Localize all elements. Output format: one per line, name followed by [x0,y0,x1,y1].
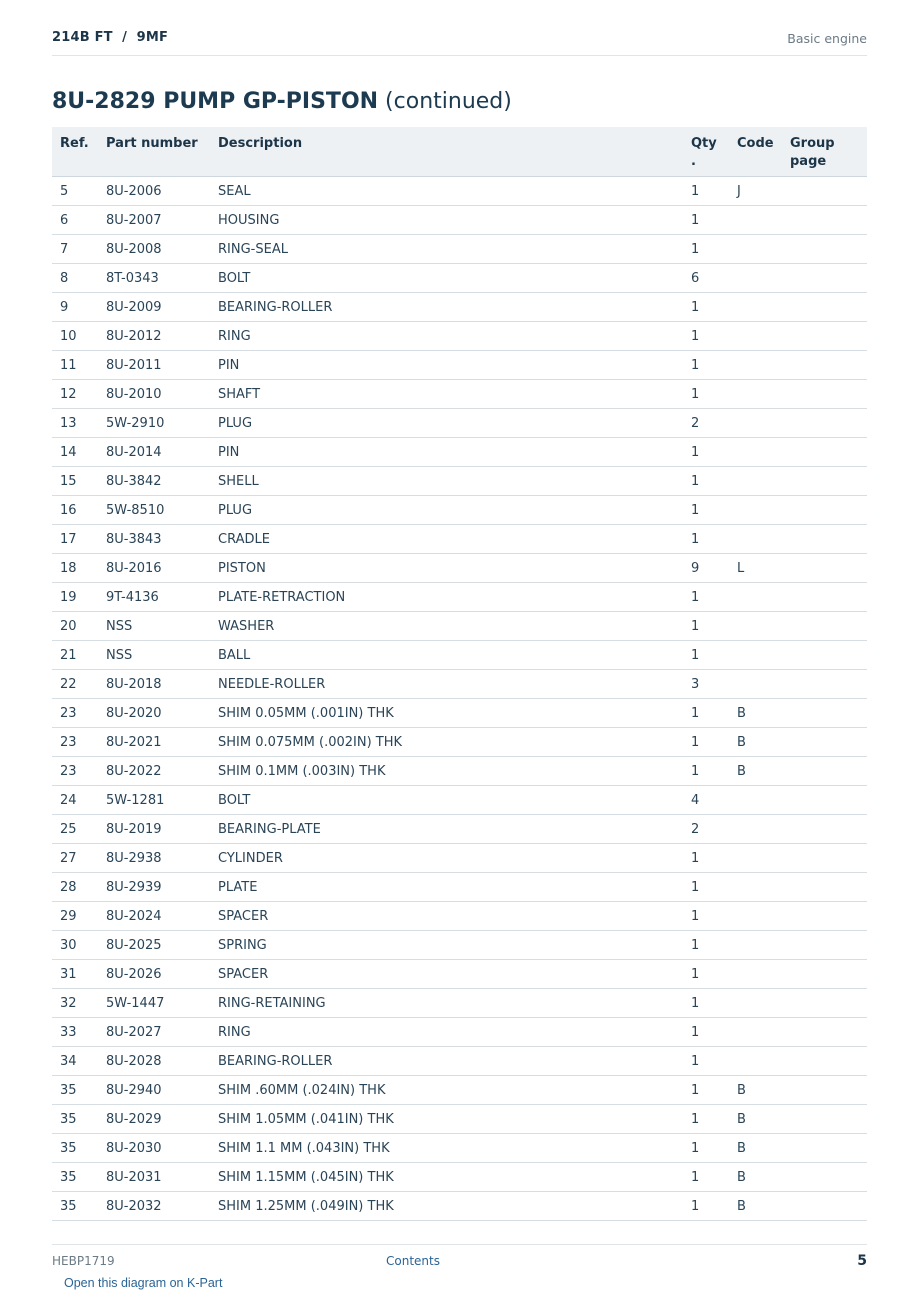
cell-part-number: 8U-2019 [106,822,162,837]
cell-description: BEARING-ROLLER [218,300,333,315]
table-row [52,728,867,757]
cell-code [737,960,790,988]
cell-group-page [790,293,867,321]
cell-ref: 28 [60,880,77,895]
cell-qty: 1 [691,1141,700,1156]
cell-qty: 1 [691,445,700,460]
cell-group-page [790,496,867,524]
cell-qty: 1 [691,938,700,953]
cell-part-number: 8U-2006 [106,184,162,199]
cell-group-page [790,554,867,582]
cell-part-number: 8U-2021 [106,735,162,750]
table-row [52,322,867,351]
cell-description: SHIM 1.15MM (.045IN) THK [218,1170,394,1185]
table-row [52,1047,867,1076]
cell-code: B [737,706,746,721]
cell-description: SPACER [218,909,269,924]
cell-code [737,525,790,553]
table-row [52,293,867,322]
cell-group-page [790,641,867,669]
cell-ref: 8 [60,271,69,286]
cell-qty: 3 [691,677,700,692]
cell-description: SHIM 0.05MM (.001IN) THK [218,706,394,721]
cell-code [737,380,790,408]
cell-description: SPACER [218,967,269,982]
cell-group-page [790,322,867,350]
cell-qty: 1 [691,242,700,257]
cell-description: BOLT [218,271,251,286]
cell-ref: 23 [60,706,77,721]
cell-ref: 29 [60,909,77,924]
cell-part-number: 5W-8510 [106,503,165,518]
cell-group-page [790,931,867,959]
cell-description: SPRING [218,938,267,953]
table-body [52,177,867,1221]
cell-description: RING-SEAL [218,242,288,257]
cell-part-number: 8U-2020 [106,706,162,721]
cell-ref: 35 [60,1170,77,1185]
table-row [52,177,867,206]
page-number: 5 [857,1253,867,1269]
col-part-number-header: Part number [106,136,198,151]
col-code-header: Code [737,136,774,151]
cell-part-number: 8U-2010 [106,387,162,402]
cell-qty: 2 [691,416,700,431]
cell-qty: 4 [691,793,700,808]
cell-ref: 10 [60,329,77,344]
cell-description: NEEDLE-ROLLER [218,677,326,692]
table-row [52,960,867,989]
table-row [52,351,867,380]
cell-part-number: 8U-2018 [106,677,162,692]
cell-code [737,815,790,843]
table-row [52,206,867,235]
cell-part-number: 5W-1447 [106,996,165,1011]
table-row [52,467,867,496]
cell-part-number: 8T-0343 [106,271,159,286]
doc-id: HEBP1719 [52,1254,115,1268]
cell-part-number: 8U-2008 [106,242,162,257]
cell-code: J [737,184,741,199]
cell-description: RING [218,1025,251,1040]
cell-group-page [790,264,867,292]
cell-code: B [737,1141,746,1156]
cell-qty: 6 [691,271,700,286]
cell-part-number: 8U-3842 [106,474,162,489]
table-row [52,380,867,409]
cell-ref: 30 [60,938,77,953]
cell-part-number: 8U-2014 [106,445,162,460]
col-description-header: Description [218,136,303,151]
cell-description: SHIM 0.1MM (.003IN) THK [218,764,386,779]
cell-code [737,583,790,611]
cell-ref: 32 [60,996,77,1011]
cell-part-number: 8U-2012 [106,329,162,344]
cell-part-number: 8U-2032 [106,1199,162,1214]
cell-code [737,902,790,930]
cell-qty: 1 [691,300,700,315]
table-row [52,235,867,264]
cell-group-page [790,583,867,611]
cell-code [737,1018,790,1046]
table-row [52,1192,867,1221]
cell-code [737,409,790,437]
cell-description: RING-RETAINING [218,996,326,1011]
col-ref-header: Ref. [60,136,89,151]
cell-code [737,235,790,263]
cell-part-number: 8U-2940 [106,1083,162,1098]
cell-description: BEARING-PLATE [218,822,321,837]
cell-code [737,206,790,234]
cell-ref: 35 [60,1112,77,1127]
cell-qty: 1 [691,851,700,866]
cell-code [737,873,790,901]
cell-code [737,293,790,321]
cell-description: BALL [218,648,251,663]
cell-description: SHIM .60MM (.024IN) THK [218,1083,386,1098]
table-row [52,1076,867,1105]
cell-group-page [790,844,867,872]
cell-part-number: 8U-2026 [106,967,162,982]
table-row [52,612,867,641]
cell-description: PLATE-RETRACTION [218,590,346,605]
cell-code [737,641,790,669]
table-row [52,1018,867,1047]
cell-group-page [790,1076,867,1104]
cell-part-number: 8U-2007 [106,213,162,228]
cell-description: PLUG [218,416,253,431]
cell-ref: 19 [60,590,77,605]
table-row [52,583,867,612]
cell-code [737,670,790,698]
cell-part-number: 5W-1281 [106,793,165,808]
cell-ref: 9 [60,300,69,315]
cell-qty: 1 [691,1025,700,1040]
cell-part-number: 8U-2939 [106,880,162,895]
cell-ref: 14 [60,445,77,460]
table-row [52,554,867,583]
cell-group-page [790,206,867,234]
table-row [52,641,867,670]
title-main: 8U-2829 PUMP GP-PISTON [52,89,379,114]
cell-code [737,467,790,495]
table-header [52,127,867,177]
cell-code: L [737,561,745,576]
cell-group-page [790,1192,867,1220]
cell-group-page [790,1018,867,1046]
cell-code [737,844,790,872]
cell-code: B [737,735,746,750]
cell-qty: 1 [691,358,700,373]
cell-part-number: 5W-2910 [106,416,165,431]
cell-description: SHIM 0.075MM (.002IN) THK [218,735,403,750]
cell-qty: 1 [691,590,700,605]
parts-table [52,127,867,1221]
cell-ref: 33 [60,1025,77,1040]
cell-ref: 7 [60,242,69,257]
cell-ref: 34 [60,1054,77,1069]
cell-group-page [790,235,867,263]
cell-qty: 1 [691,387,700,402]
cell-description: SHIM 1.05MM (.041IN) THK [218,1112,394,1127]
cell-ref: 35 [60,1083,77,1098]
page-title [52,89,512,114]
cell-code [737,1047,790,1075]
cell-ref: 27 [60,851,77,866]
cell-group-page [790,757,867,785]
cell-qty: 1 [691,764,700,779]
col-qty-header: Qty . [691,136,717,169]
cell-part-number: 8U-2016 [106,561,162,576]
cell-group-page [790,612,867,640]
cell-qty: 1 [691,619,700,634]
cell-part-number: 8U-2025 [106,938,162,953]
cell-group-page [790,1105,867,1133]
cell-group-page [790,728,867,756]
cell-ref: 23 [60,735,77,750]
cell-description: PIN [218,358,240,373]
cell-group-page [790,1134,867,1162]
cell-ref: 5 [60,184,69,199]
cell-part-number: 8U-2028 [106,1054,162,1069]
cell-qty: 1 [691,329,700,344]
cell-part-number: 8U-2009 [106,300,162,315]
cell-description: SHAFT [218,387,261,402]
section-label: Basic engine [787,31,867,46]
table-row [52,931,867,960]
cell-part-number: 8U-2938 [106,851,162,866]
cell-code [737,264,790,292]
cell-code [737,786,790,814]
cell-qty: 1 [691,880,700,895]
cell-ref: 17 [60,532,77,547]
cell-ref: 24 [60,793,77,808]
cell-code [737,496,790,524]
cell-description: CRADLE [218,532,270,547]
cell-qty: 1 [691,706,700,721]
cell-ref: 18 [60,561,77,576]
cell-description: SHIM 1.25MM (.049IN) THK [218,1199,394,1214]
cell-qty: 1 [691,213,700,228]
cell-group-page [790,351,867,379]
cell-part-number: 9T-4136 [106,590,159,605]
cell-qty: 2 [691,822,700,837]
cell-group-page [790,467,867,495]
table-row [52,525,867,554]
cell-qty: 1 [691,1170,700,1185]
cell-ref: 22 [60,677,77,692]
cell-ref: 6 [60,213,69,228]
kpart-link[interactable]: Open this diagram on K-Part [64,1276,223,1290]
cell-group-page [790,409,867,437]
cell-group-page [790,1163,867,1191]
cell-qty: 1 [691,909,700,924]
cell-ref: 15 [60,474,77,489]
cell-description: PIN [218,445,240,460]
cell-ref: 25 [60,822,77,837]
cell-code [737,322,790,350]
cell-qty: 1 [691,967,700,982]
cell-description: SHIM 1.1 MM (.043IN) THK [218,1141,390,1156]
cell-group-page [790,177,867,205]
cell-qty: 9 [691,561,700,576]
cell-part-number: 8U-2024 [106,909,162,924]
cell-code: B [737,1112,746,1127]
cell-ref: 23 [60,764,77,779]
cell-group-page [790,989,867,1017]
cell-group-page [790,699,867,727]
cell-ref: 35 [60,1199,77,1214]
table-row [52,699,867,728]
cell-group-page [790,786,867,814]
cell-qty: 1 [691,1054,700,1069]
cell-code [737,351,790,379]
table-row [52,1163,867,1192]
cell-group-page [790,670,867,698]
cell-part-number: 8U-2030 [106,1141,162,1156]
cell-part-number: 8U-2029 [106,1112,162,1127]
cell-description: WASHER [218,619,275,634]
title-suffix: (continued) [378,89,512,114]
table-row [52,264,867,293]
table-row [52,409,867,438]
table-row [52,989,867,1018]
table-row [52,815,867,844]
cell-description: SEAL [218,184,251,199]
cell-description: PLUG [218,503,253,518]
table-row [52,786,867,815]
cell-code [737,931,790,959]
cell-group-page [790,438,867,466]
table-row [52,873,867,902]
cell-qty: 1 [691,648,700,663]
cell-description: PLATE [218,880,258,895]
table-row [52,1105,867,1134]
table-row [52,844,867,873]
cell-part-number: NSS [106,648,133,663]
cell-group-page [790,902,867,930]
table-row [52,757,867,786]
cell-code: B [737,1199,746,1214]
contents-link[interactable]: Contents [386,1254,440,1268]
cell-part-number: 8U-2027 [106,1025,162,1040]
table-row [52,902,867,931]
cell-ref: 21 [60,648,77,663]
cell-group-page [790,380,867,408]
cell-ref: 11 [60,358,77,373]
cell-ref: 20 [60,619,77,634]
cell-description: BEARING-ROLLER [218,1054,333,1069]
cell-qty: 1 [691,532,700,547]
cell-qty: 1 [691,996,700,1011]
cell-part-number: 8U-2011 [106,358,162,373]
cell-group-page [790,815,867,843]
table-row [52,1134,867,1163]
page-footer [52,1244,867,1274]
cell-description: CYLINDER [218,851,283,866]
cell-qty: 1 [691,735,700,750]
cell-code [737,989,790,1017]
col-group-page-header: Group page [790,136,835,169]
cell-qty: 1 [691,1083,700,1098]
cell-group-page [790,960,867,988]
cell-group-page [790,525,867,553]
cell-qty: 1 [691,474,700,489]
cell-group-page [790,873,867,901]
cell-description: HOUSING [218,213,280,228]
cell-description: BOLT [218,793,251,808]
cell-ref: 16 [60,503,77,518]
cell-description: PISTON [218,561,266,576]
cell-ref: 31 [60,967,77,982]
cell-code: B [737,764,746,779]
table-row [52,670,867,699]
cell-qty: 1 [691,1199,700,1214]
table-row [52,438,867,467]
cell-code [737,612,790,640]
table-row [52,496,867,525]
cell-qty: 1 [691,1112,700,1127]
cell-part-number: 8U-3843 [106,532,162,547]
cell-code: B [737,1170,746,1185]
cell-ref: 35 [60,1141,77,1156]
cell-part-number: 8U-2022 [106,764,162,779]
model-label: 214B FT / 9MF [52,30,169,45]
cell-ref: 13 [60,416,77,431]
cell-description: SHELL [218,474,259,489]
cell-part-number: NSS [106,619,133,634]
cell-group-page [790,1047,867,1075]
cell-qty: 1 [691,184,700,199]
cell-code: B [737,1083,746,1098]
cell-ref: 12 [60,387,77,402]
page-header [52,0,867,56]
cell-code [737,438,790,466]
cell-qty: 1 [691,503,700,518]
cell-part-number: 8U-2031 [106,1170,162,1185]
cell-description: RING [218,329,251,344]
